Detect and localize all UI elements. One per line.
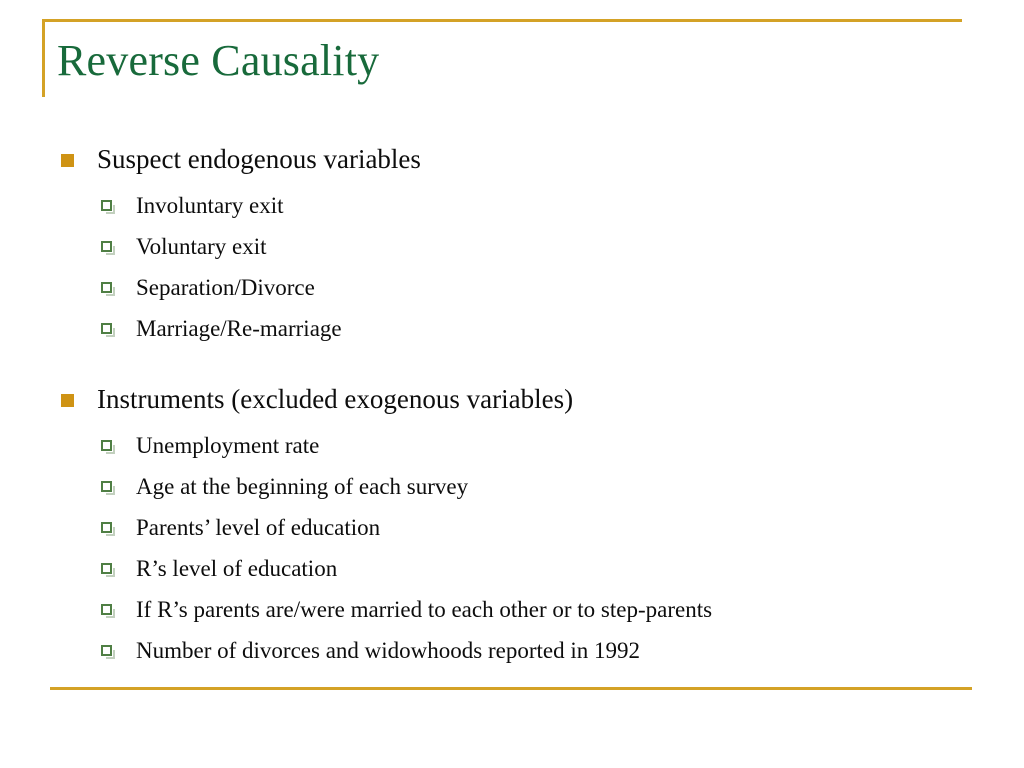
bullet-level2-label: Voluntary exit	[136, 234, 267, 259]
bullet-level2-label: R’s level of education	[136, 556, 338, 581]
page-title: Reverse Causality	[57, 36, 380, 85]
hollow-square-bullet-icon	[101, 563, 112, 574]
bullet-level2-label: Separation/Divorce	[136, 275, 315, 300]
bullet-level2	[0, 425, 1024, 466]
bullet-group-2	[0, 380, 1024, 671]
hollow-square-bullet-icon	[101, 481, 112, 492]
bullet-level2	[0, 466, 1024, 507]
bullet-level2-label: Unemployment rate	[136, 433, 320, 458]
bullet-level2	[0, 630, 1024, 671]
bullet-level2-label: Marriage/Re-marriage	[136, 316, 342, 341]
hollow-square-bullet-icon	[101, 522, 112, 533]
square-bullet-icon	[61, 394, 74, 407]
slide-body	[0, 140, 1024, 671]
hollow-square-bullet-icon	[101, 645, 112, 656]
bullet-level1	[0, 140, 1024, 179]
bullet-level1	[0, 380, 1024, 419]
hollow-square-bullet-icon	[101, 323, 112, 334]
hollow-square-bullet-icon	[101, 440, 112, 451]
bullet-level2-label: Number of divorces and widowhoods reported in 1992	[136, 638, 640, 663]
bullet-level2-label: If R’s parents are/were married to each other or to step-parents	[136, 597, 713, 622]
title-rule-left	[42, 19, 45, 97]
title-rule-top	[42, 19, 962, 22]
bullet-level2-label: Parents’ level of education	[136, 515, 381, 540]
bullet-level2	[0, 185, 1024, 226]
hollow-square-bullet-icon	[101, 282, 112, 293]
hollow-square-bullet-icon	[101, 200, 112, 211]
bullet-level2	[0, 267, 1024, 308]
hollow-square-bullet-icon	[101, 604, 112, 615]
square-bullet-icon	[61, 154, 74, 167]
footer-rule	[50, 687, 972, 690]
bullet-group-1	[0, 140, 1024, 349]
bullet-sublist	[0, 185, 1024, 349]
bullet-sublist	[0, 425, 1024, 671]
bullet-level1-label: Suspect endogenous variables	[97, 144, 421, 174]
bullet-level1-label: Instruments (excluded exogenous variables)	[97, 384, 574, 414]
bullet-level2	[0, 226, 1024, 267]
hollow-square-bullet-icon	[101, 241, 112, 252]
bullet-level2	[0, 308, 1024, 349]
bullet-level2	[0, 507, 1024, 548]
bullet-level2-label: Involuntary exit	[136, 193, 284, 218]
bullet-level2-label: Age at the beginning of each survey	[136, 474, 469, 499]
bullet-level2	[0, 548, 1024, 589]
bullet-level2	[0, 589, 1024, 630]
